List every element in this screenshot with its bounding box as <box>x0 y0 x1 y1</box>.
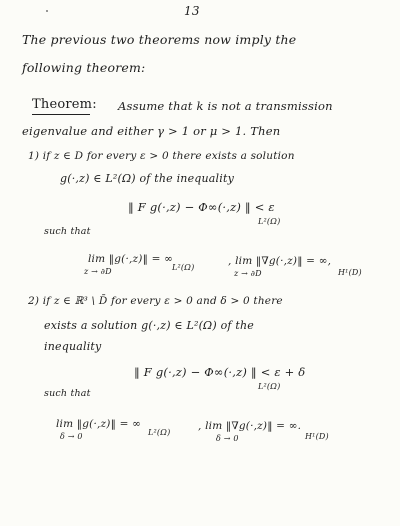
intro-line-2: following theorem: <box>22 60 146 75</box>
part2-limit-b-space: H¹(D) <box>305 432 329 441</box>
part1-limit-a: lim ‖g(·,z)‖ = ∞ <box>88 253 174 265</box>
part1-limit-a-space: L²(Ω) <box>172 263 195 272</box>
theorem-line-2: eigenvalue and either γ > 1 or μ > 1. Then <box>22 124 281 138</box>
part2-norm-space: L²(Ω) <box>258 382 281 391</box>
part2-limit-b-sub: δ → 0 <box>216 434 239 443</box>
part2-limit-a-sub: δ → 0 <box>60 432 83 441</box>
part1-such-that: such that <box>44 226 91 237</box>
part2-inequality: ‖ F g(·,z) − Φ∞(·,z) ‖ < ε + δ <box>134 365 306 379</box>
theorem-label: Theorem: <box>32 97 97 112</box>
part1-norm-space: L²(Ω) <box>258 217 281 226</box>
part2-line-2: exists a solution g(·,z) ∈ L²(Ω) of the <box>44 319 254 332</box>
part1-limit-b-sub: z → ∂D <box>234 269 262 278</box>
part2-limit-b: , lim ‖∇g(·,z)‖ = ∞. <box>198 420 302 432</box>
intro-line-1: The previous two theorems now imply the <box>22 32 297 47</box>
part1-line-1: 1) if z ∈ D for every ε > 0 there exists a solution <box>28 150 295 162</box>
part1-limit-a-sub: z → ∂D <box>84 267 112 276</box>
part2-such-that: such that <box>44 388 91 399</box>
part1-limit-b-space: H¹(D) <box>338 268 362 277</box>
part2-limit-a-space: L²(Ω) <box>148 428 171 437</box>
theorem-line-1: Assume that k is not a transmission <box>118 99 333 113</box>
page-number: 13 <box>184 4 200 18</box>
part1-line-2: g(·,z) ∈ L²(Ω) of the inequality <box>60 172 235 185</box>
part1-limit-b: , lim ‖∇g(·,z)‖ = ∞, <box>228 255 332 267</box>
theorem-underline <box>32 114 90 115</box>
part2-line-1: 2) if z ∈ ℝ³ \ D̄ for every ε > 0 and δ > 0 there <box>28 295 283 307</box>
part2-limit-a: lim ‖g(·,z)‖ = ∞ <box>56 418 142 430</box>
part1-inequality: ‖ F g(·,z) − Φ∞(·,z) ‖ < ε <box>128 200 275 214</box>
corner-mark <box>46 10 48 12</box>
part2-line-3: inequality <box>44 340 102 353</box>
